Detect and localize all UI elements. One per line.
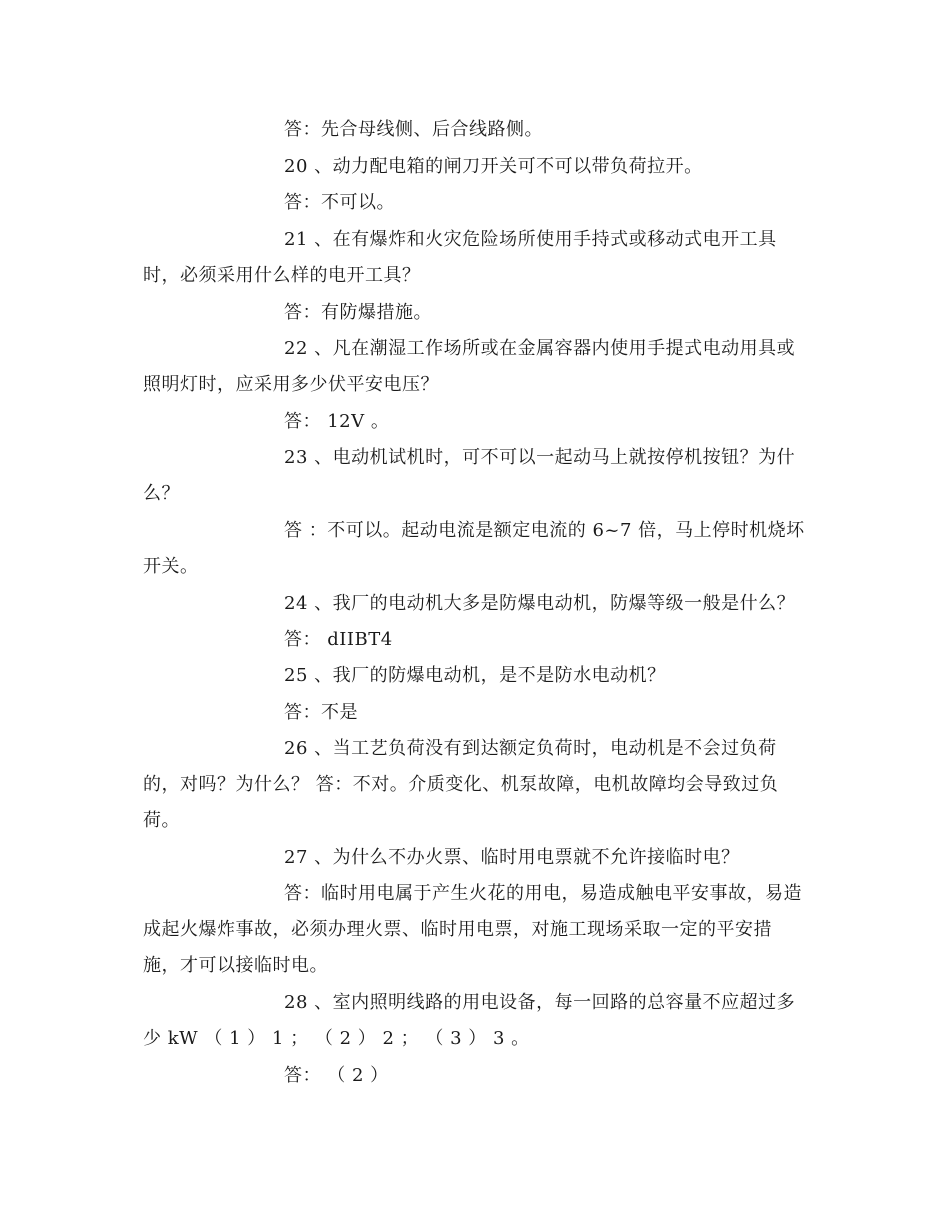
answer-20: 答：不可以。 bbox=[284, 192, 395, 213]
question-22: 22 、凡在潮湿工作场所或在金属容器内使用手提式电动用具或照明灯时，应采用多少伏平安电压？ bbox=[143, 338, 796, 395]
answer-23: 答 ：不可以。起动电流是额定电流的 6~7 倍，马上停时机烧坏开关。 bbox=[143, 520, 805, 577]
answer-21: 答：有防爆措施。 bbox=[284, 302, 432, 323]
answer-27: 答：临时用电属于产生火花的用电，易造成触电平安事故，易造成起火爆炸事故，必须办理火票、临时用电票，对施工现场采取一定的平安措施，才可以接临时电。 bbox=[143, 883, 802, 976]
question-28: 28 、室内照明线路的用电设备，每一回路的总容量不应超过多少 kW （ 1 ） 1 ； （ 2 ） 2 ； （ 3 ） 3 。 bbox=[143, 992, 796, 1049]
answer-19: 答：先合母线侧、后合线路侧。 bbox=[284, 119, 543, 140]
question-25: 25 、我厂的防爆电动机，是不是防水电动机？ bbox=[284, 665, 666, 686]
question-23: 23 、电动机试机时，可不可以一起动马上就按停机按钮？为什么？ bbox=[143, 447, 796, 504]
question-20: 20 、动力配电箱的闸刀开关可不可以带负荷拉开。 bbox=[284, 156, 703, 177]
question-26: 26 、当工艺负荷没有到达额定负荷时，电动机是不会过负荷的，对吗？为什么？ 答：不对。介质变化、机泵故障，电机故障均会导致过负荷。 bbox=[143, 738, 779, 831]
question-27: 27 、为什么不办火票、临时用电票就不允许接临时电？ bbox=[284, 847, 740, 868]
question-24: 24 、我厂的电动机大多是防爆电动机，防爆等级一般是什么？ bbox=[284, 593, 796, 614]
answer-24: 答： dIIBT4 bbox=[284, 629, 393, 650]
answer-28: 答： （ 2 ） bbox=[284, 1065, 389, 1086]
answer-25: 答：不是 bbox=[284, 702, 358, 723]
question-21: 21 、在有爆炸和火灾危险场所使用手持式或移动式电开工具时，必须采用什么样的电开工具？ bbox=[143, 229, 777, 286]
answer-22: 答： 12V 。 bbox=[284, 411, 390, 432]
